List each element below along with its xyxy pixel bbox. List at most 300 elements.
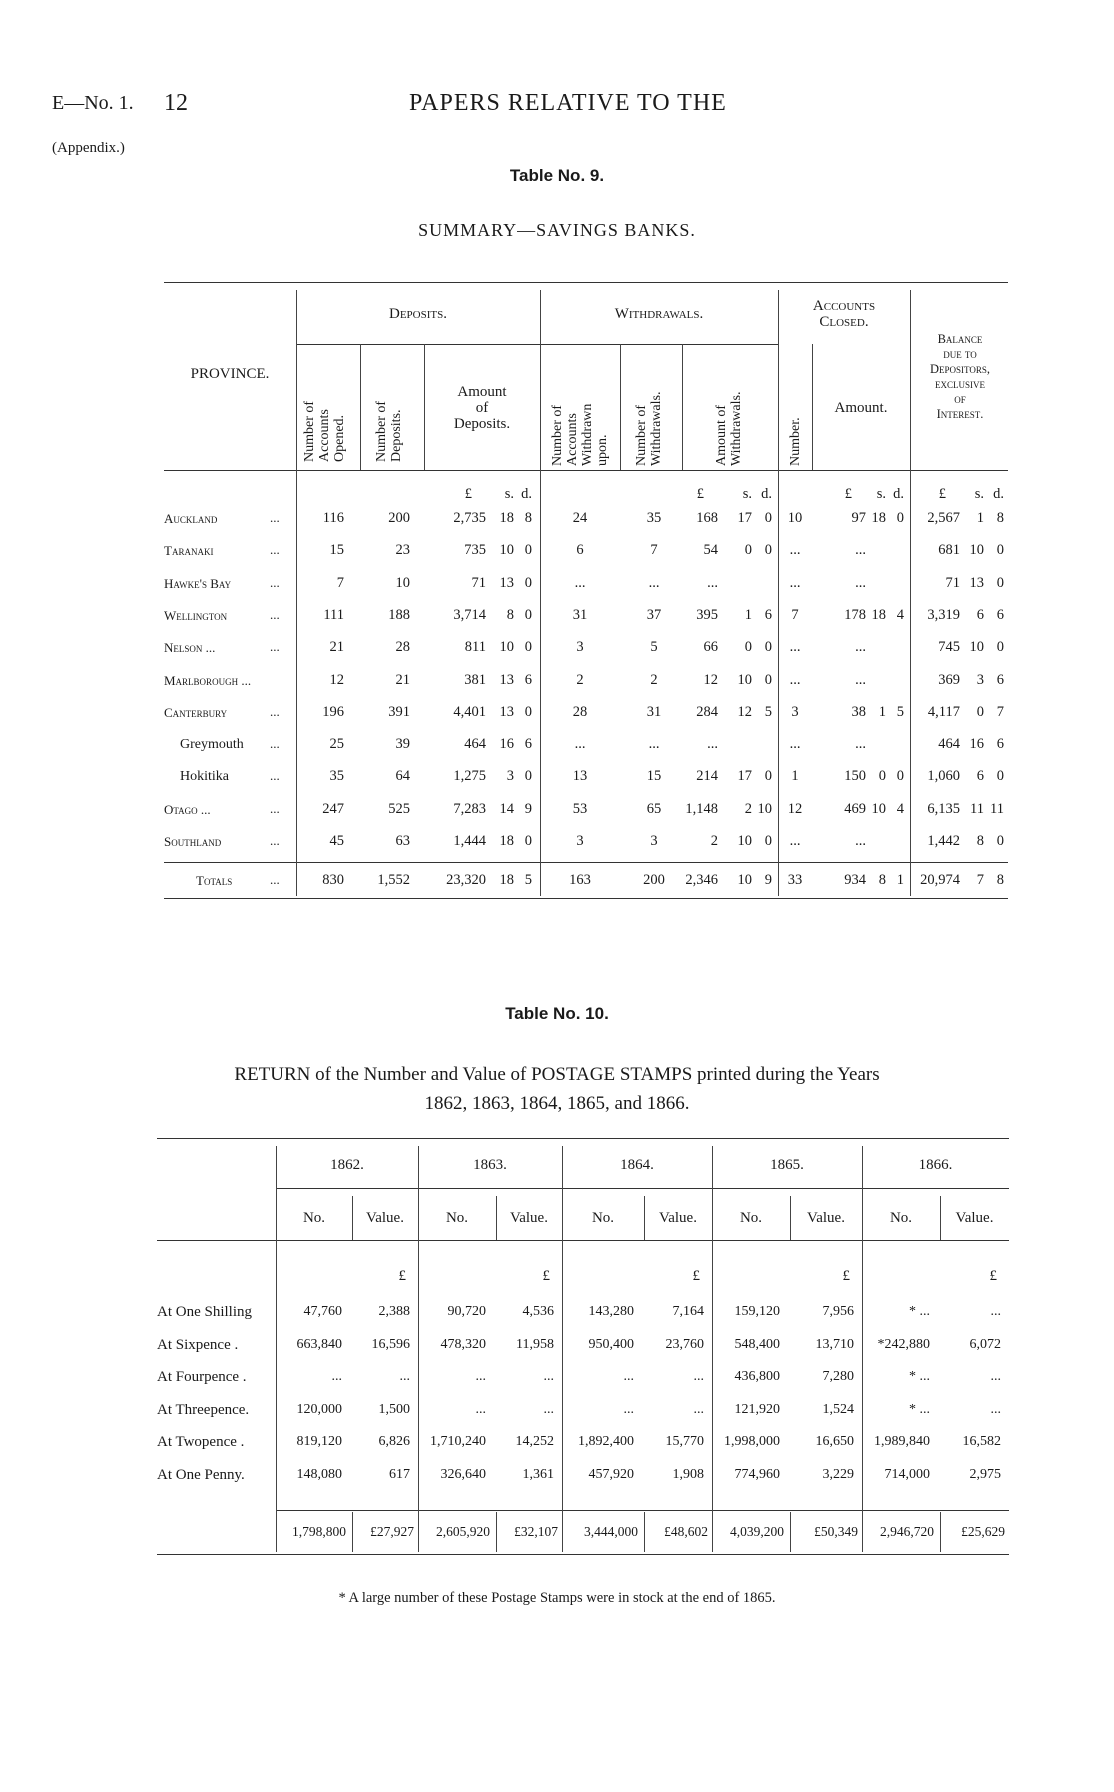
cell-cl_s: 18 — [871, 510, 886, 526]
stamp-value: ... — [693, 1402, 704, 1417]
cell-cl_d: 4 — [896, 607, 904, 623]
cell-acc_wd: 24 — [572, 510, 588, 526]
currency-d-bal_d: d. — [993, 486, 1004, 502]
cell-closed: ... — [789, 833, 801, 849]
leader-dots: ... — [270, 542, 280, 557]
pound-symbol: £ — [692, 1268, 700, 1284]
province-header: PROVINCE. — [190, 366, 270, 382]
cell-wd_d: 0 — [764, 768, 772, 784]
currency-d-cl_d: d. — [893, 486, 904, 502]
province-name: Marlborough ... — [164, 673, 252, 688]
cell-wd_s: 1 — [744, 607, 752, 623]
cell-wd_l: ... — [707, 575, 718, 591]
stamp-value: ... — [543, 1402, 554, 1417]
value-divider — [496, 1512, 497, 1552]
cell-wd_l: 2 — [710, 833, 718, 849]
leader-dots: ... — [270, 639, 280, 654]
num-deposits-line2: Deposits. — [389, 409, 404, 462]
province-name: Hawke's Bay — [164, 576, 232, 591]
cell-opened: 196 — [322, 704, 344, 720]
amount-deposits-line2: of — [475, 400, 489, 416]
cell-dep_d: 0 — [524, 833, 532, 849]
cell-closed: ... — [789, 575, 801, 591]
cell-cl_l: 150 — [844, 768, 866, 784]
cell-wd_d: 6 — [764, 607, 772, 623]
total-deposits: 1,552 — [377, 872, 410, 888]
cell-wd_l: 214 — [696, 768, 718, 784]
stamp-count: 774,960 — [734, 1467, 780, 1482]
cell-acc_wd: 53 — [572, 801, 588, 817]
cell-dep_l: 381 — [464, 672, 486, 688]
total-wd_l: 2,346 — [685, 872, 718, 888]
stamp-count: 457,920 — [588, 1467, 634, 1482]
total-count: 4,039,200 — [730, 1524, 784, 1539]
num-deposits-header — [374, 401, 404, 462]
deposits-header: Deposits. — [389, 306, 447, 322]
cell-wd_l: 168 — [696, 510, 718, 526]
total-value: £50,349 — [814, 1524, 858, 1539]
currency-s-bal_s: s. — [974, 486, 984, 502]
amount-withdrawals-line1: Amount of — [714, 404, 729, 466]
stamp-count: ... — [331, 1369, 342, 1384]
total-dep_s: 18 — [499, 872, 514, 888]
total-opened: 830 — [322, 872, 344, 888]
value-header: Value. — [955, 1210, 994, 1226]
cell-opened: 116 — [322, 510, 344, 526]
stamp-value: 23,760 — [665, 1337, 704, 1352]
cell-wd_d: 0 — [764, 672, 772, 688]
no-header: No. — [445, 1210, 469, 1226]
cell-cl_d: 0 — [896, 768, 904, 784]
stamp-count: * ... — [909, 1304, 930, 1319]
stamp-value: 13,710 — [815, 1337, 854, 1352]
cell-deposits: 188 — [388, 607, 410, 623]
accounts-opened-header — [302, 401, 347, 462]
cell-dep_s: 16 — [499, 736, 514, 752]
stamp-denomination: At Fourpence . — [157, 1369, 247, 1385]
cell-bal_s: 10 — [969, 542, 984, 558]
cell-cl_s: 10 — [871, 801, 886, 817]
total-count: 2,946,720 — [880, 1524, 934, 1539]
cell-wd_d: 0 — [764, 639, 772, 655]
total-wd_d: 9 — [764, 872, 772, 888]
value-divider — [790, 1512, 791, 1552]
cell-wd_s: 2 — [744, 801, 752, 817]
leader-dots: ... — [270, 607, 280, 622]
cell-closed: 3 — [791, 704, 799, 720]
cell-closed: ... — [789, 672, 801, 688]
cell-bal_s: 16 — [969, 736, 984, 752]
cell-dep_d: 0 — [524, 607, 532, 623]
cell-bal_d: 6 — [996, 736, 1004, 752]
no-header: No. — [302, 1210, 326, 1226]
total-value: £27,927 — [370, 1524, 414, 1539]
currency-d-wd_d: d. — [761, 486, 772, 502]
accounts-closed-header — [778, 298, 910, 330]
amount-withdrawals-header — [714, 392, 744, 466]
stamp-count: 148,080 — [296, 1467, 342, 1482]
stamp-count: 1,892,400 — [578, 1434, 634, 1449]
cell-wd_d: 0 — [764, 542, 772, 558]
year-header: 1864. — [620, 1157, 654, 1173]
stamp-value: 3,229 — [822, 1467, 854, 1482]
cell-bal_l: 6,135 — [927, 801, 960, 817]
leader-dots: ... — [270, 768, 280, 783]
cell-dep_l: 1,275 — [453, 768, 486, 784]
stamp-count: 120,000 — [296, 1402, 342, 1417]
cell-bal_l: 681 — [938, 542, 960, 558]
stamp-count: 159,120 — [734, 1304, 780, 1319]
appendix-label: (Appendix.) — [52, 140, 125, 156]
cell-wd_l: 12 — [703, 672, 718, 688]
total-bal_s: 7 — [976, 872, 984, 888]
table-9-title: SUMMARY—SAVINGS BANKS. — [418, 220, 696, 240]
cell-deposits: 525 — [388, 801, 410, 817]
value-header: Value. — [659, 1210, 697, 1226]
province-name: Canterbury — [164, 705, 228, 720]
cell-cl_s: 0 — [878, 768, 886, 784]
currency-pound-dep_l: £ — [464, 486, 472, 502]
stamp-value: ... — [990, 1304, 1001, 1319]
cell-opened: 12 — [329, 672, 344, 688]
cell-deposits: 391 — [388, 704, 410, 720]
stamp-value: 16,650 — [815, 1434, 854, 1449]
year-divider — [562, 1146, 563, 1552]
province-name: Greymouth — [180, 737, 244, 752]
num-deposits-line1: Number of — [374, 400, 389, 462]
cell-dep_s: 18 — [499, 510, 514, 526]
cell-bal_l: 2,567 — [927, 510, 960, 526]
cell-cl_d: 4 — [896, 801, 904, 817]
cell-dep_s: 13 — [499, 672, 514, 688]
province-name: Taranaki — [164, 543, 214, 558]
cell-deposits: 200 — [388, 510, 410, 526]
accounts-withdrawn-line2: Accounts — [565, 413, 580, 466]
cell-num_wd: 31 — [646, 704, 662, 720]
balance-line4: exclusive — [935, 377, 985, 391]
no-header: No. — [591, 1210, 615, 1226]
cell-acc_wd: 13 — [572, 768, 588, 784]
cell-num_wd: 7 — [650, 542, 658, 558]
balance-line1: Balance — [937, 332, 983, 346]
stamp-value: 1,361 — [522, 1467, 554, 1482]
cell-bal_d: 0 — [996, 542, 1004, 558]
cell-wd_l: 66 — [703, 639, 718, 655]
cell-dep_l: 4,401 — [453, 704, 486, 720]
cell-bal_s: 6 — [976, 768, 984, 784]
stamp-count: * ... — [909, 1369, 930, 1384]
stamp-value: ... — [399, 1369, 410, 1384]
cell-deposits: 28 — [395, 639, 410, 655]
cell-num_wd: 2 — [650, 672, 658, 688]
cell-dep_l: 2,735 — [453, 510, 486, 526]
leader-dots: ... — [270, 833, 280, 848]
cell-bal_s: 3 — [976, 672, 984, 688]
stamp-value: 6,072 — [969, 1337, 1001, 1352]
cell-dep_d: 8 — [524, 510, 532, 526]
province-name: Wellington — [164, 608, 228, 623]
cell-dep_l: 1,444 — [453, 833, 486, 849]
no-header: No. — [889, 1210, 913, 1226]
value-header: Value. — [366, 1210, 404, 1226]
pound-symbol: £ — [842, 1268, 850, 1284]
cell-bal_d: 8 — [996, 510, 1004, 526]
cell-bal_l: 71 — [945, 575, 960, 591]
accounts-closed-line2: Closed. — [819, 314, 869, 330]
stamp-count: *242,880 — [877, 1337, 930, 1352]
stamp-value: 4,536 — [522, 1304, 554, 1319]
num-withdrawals-header — [634, 392, 664, 466]
leader-dots: ... — [270, 704, 280, 719]
cell-bal_d: 11 — [990, 801, 1004, 817]
cell-dep_d: 0 — [524, 542, 532, 558]
stamp-value: 1,908 — [672, 1467, 704, 1482]
cell-wd_s: 10 — [737, 833, 752, 849]
num-withdrawals-line1: Number of — [634, 404, 649, 466]
stamp-value: 15,770 — [665, 1434, 704, 1449]
amount-withdrawals-line2: Withdrawals. — [729, 391, 744, 466]
value-divider — [352, 1512, 353, 1552]
total-dep_l: 23,320 — [446, 872, 486, 888]
stamp-value: 1,524 — [822, 1402, 854, 1417]
cell-dep_l: 3,714 — [453, 607, 486, 623]
table-9-label: Table No. 9. — [509, 166, 605, 185]
cell-num_wd: 65 — [646, 801, 662, 817]
no-header: No. — [739, 1210, 763, 1226]
stamp-value: 2,388 — [378, 1304, 410, 1319]
cell-dep_d: 0 — [524, 704, 532, 720]
total-value: £25,629 — [961, 1524, 1005, 1539]
cell-bal_d: 0 — [996, 833, 1004, 849]
total-cl_l: 934 — [844, 872, 866, 888]
cell-acc_wd: 31 — [572, 607, 588, 623]
totals-label: Totals — [196, 873, 233, 888]
cell-bal_l: 4,117 — [927, 704, 960, 720]
leader-dots: ... — [270, 575, 280, 590]
cell-wd_l: 284 — [696, 704, 718, 720]
amount-deposits-header — [424, 384, 540, 432]
cell-bal_l: 1,060 — [927, 768, 960, 784]
stamp-value: 1,500 — [378, 1402, 410, 1417]
cell-cl_s: 18 — [871, 607, 886, 623]
stamp-count: * ... — [909, 1402, 930, 1417]
stamp-count: 47,760 — [303, 1304, 342, 1319]
cell-closed: 7 — [791, 607, 799, 623]
value-header: Value. — [807, 1210, 845, 1226]
cell-num_wd: 35 — [646, 510, 662, 526]
stamp-count: ... — [475, 1369, 486, 1384]
balance-line3: Depositors, — [930, 362, 990, 376]
cell-closed: 1 — [791, 768, 799, 784]
cell-opened: 35 — [329, 768, 344, 784]
cell-deposits: 23 — [395, 542, 410, 558]
cell-num_wd: 15 — [646, 768, 662, 784]
cell-wd_d: 5 — [764, 704, 772, 720]
cell-opened: 25 — [329, 736, 344, 752]
table-10-title-line1: RETURN of the Number and Value of POSTAGE STAMPS printed during the Years — [234, 1064, 880, 1085]
cell-dep_l: 71 — [471, 575, 486, 591]
balance-line5: of — [954, 392, 966, 406]
cell-opened: 15 — [329, 542, 344, 558]
year-header: 1866. — [918, 1157, 953, 1173]
cell-dep_d: 6 — [524, 736, 532, 752]
cell-wd_l: 395 — [696, 607, 718, 623]
stamp-count: 1,989,840 — [874, 1434, 930, 1449]
stamp-count: 121,920 — [734, 1402, 780, 1417]
province-name: Hokitika — [180, 769, 229, 784]
cell-acc_wd: ... — [574, 575, 586, 591]
accounts-withdrawn-line4: upon. — [595, 434, 610, 466]
cell-acc_wd: 3 — [576, 833, 584, 849]
stamp-denomination: At Sixpence . — [157, 1337, 239, 1353]
cell-wd_l: 1,148 — [685, 801, 718, 817]
stamp-count: 714,000 — [884, 1467, 930, 1482]
cell-bal_s: 1 — [976, 510, 984, 526]
stamp-denomination: At Twopence . — [157, 1434, 245, 1450]
cell-dep_d: 0 — [524, 639, 532, 655]
value-divider — [644, 1512, 645, 1552]
page-number: 12 — [164, 90, 188, 116]
cell-dep_s: 13 — [499, 704, 514, 720]
leader-dots: ... — [270, 510, 280, 525]
total-cl_d: 1 — [896, 872, 904, 888]
cell-cl_l: 38 — [851, 704, 866, 720]
cell-dep_l: 7,283 — [453, 801, 486, 817]
value-divider — [940, 1512, 941, 1552]
stamp-count: 143,280 — [588, 1304, 634, 1319]
stamp-count: 548,400 — [734, 1337, 780, 1352]
value-header: Value. — [510, 1210, 548, 1226]
cell-cl_s: 1 — [878, 704, 886, 720]
cell-dep_s: 13 — [499, 575, 514, 591]
accounts-closed-line1: Accounts — [812, 298, 876, 314]
province-name: Southland — [164, 834, 222, 849]
currency-s-wd_s: s. — [742, 486, 752, 502]
cell-acc_wd: 28 — [572, 704, 588, 720]
accounts-opened-line3: Opened. — [332, 414, 347, 462]
cell-cl_l: ... — [855, 672, 866, 688]
stamp-value: 14,252 — [515, 1434, 554, 1449]
cell-num_wd: 37 — [646, 607, 662, 623]
stamp-value: 2,975 — [969, 1467, 1001, 1482]
year-divider — [862, 1146, 863, 1552]
year-divider — [418, 1146, 419, 1552]
stamp-count: ... — [623, 1402, 634, 1417]
cell-opened: 21 — [329, 639, 344, 655]
balance-line2: due to — [943, 347, 977, 361]
total-count: 2,605,920 — [436, 1524, 490, 1539]
stamp-count: 90,720 — [447, 1304, 486, 1319]
cell-acc_wd: 6 — [576, 542, 584, 558]
stamp-value: ... — [990, 1402, 1001, 1417]
total-cl_s: 8 — [878, 872, 886, 888]
cell-cl_d: 5 — [896, 704, 904, 720]
amount-deposits-line1: Amount — [457, 384, 507, 400]
leader-dots: ... — [270, 801, 280, 816]
cell-bal_d: 0 — [996, 768, 1004, 784]
cell-bal_s: 13 — [969, 575, 984, 591]
page-title: PAPERS RELATIVE TO THE — [409, 90, 727, 116]
cell-bal_l: 1,442 — [927, 833, 960, 849]
cell-bal_l: 464 — [938, 736, 960, 752]
stamp-value: 7,280 — [822, 1369, 854, 1384]
pound-symbol: £ — [398, 1268, 406, 1284]
cell-bal_s: 0 — [976, 704, 984, 720]
year-divider — [276, 1146, 277, 1552]
stamp-count: ... — [623, 1369, 634, 1384]
stamp-count: 326,640 — [440, 1467, 486, 1482]
pound-symbol: £ — [542, 1268, 550, 1284]
table-10-title-line2: 1862, 1863, 1864, 1865, and 1866. — [424, 1093, 690, 1114]
cell-cl_l: 469 — [844, 801, 866, 817]
cell-bal_l: 3,319 — [927, 607, 960, 623]
cell-dep_l: 735 — [464, 542, 486, 558]
total-bal_l: 20,974 — [920, 872, 960, 888]
cell-cl_l: ... — [855, 736, 866, 752]
cell-bal_s: 6 — [976, 607, 984, 623]
cell-deposits: 21 — [395, 672, 410, 688]
stamp-count: 819,120 — [296, 1434, 342, 1449]
cell-bal_d: 0 — [996, 575, 1004, 591]
cell-cl_l: 97 — [851, 510, 866, 526]
cell-bal_s: 10 — [969, 639, 984, 655]
closed-amount-header: Amount. — [834, 400, 888, 416]
stamp-value: 7,164 — [672, 1304, 704, 1319]
stamp-value: ... — [543, 1369, 554, 1384]
stamp-count: 478,320 — [440, 1337, 486, 1352]
cell-num_wd: ... — [648, 736, 660, 752]
cell-wd_d: 10 — [757, 801, 772, 817]
leader-dots: ... — [270, 736, 280, 751]
stamp-denomination: At One Penny. — [157, 1467, 245, 1483]
cell-opened: 247 — [322, 801, 344, 817]
withdrawals-header: Withdrawals. — [614, 306, 704, 322]
province-name: Otago ... — [164, 802, 211, 817]
cell-dep_l: 464 — [464, 736, 486, 752]
accounts-withdrawn-header — [550, 404, 610, 466]
cell-dep_d: 6 — [524, 672, 532, 688]
cell-bal_s: 8 — [976, 833, 984, 849]
cell-wd_d: 0 — [764, 510, 772, 526]
accounts-withdrawn-line3: Withdrawn — [580, 403, 595, 466]
cell-closed: 10 — [787, 510, 803, 526]
table-10-label: Table No. 10. — [505, 1004, 609, 1023]
cell-bal_d: 7 — [996, 704, 1004, 720]
currency-pound-cl_l: £ — [844, 486, 852, 502]
cell-dep_s: 8 — [506, 607, 514, 623]
stamp-denomination: At Threepence. — [157, 1402, 250, 1418]
total-acc_wd: 163 — [569, 872, 591, 888]
cell-wd_s: 10 — [737, 672, 752, 688]
closed-number-header: Number. — [788, 417, 803, 466]
currency-pound-wd_l: £ — [696, 486, 704, 502]
cell-bal_d: 0 — [996, 639, 1004, 655]
cell-wd_l: 54 — [703, 542, 718, 558]
stamp-value: ... — [990, 1369, 1001, 1384]
total-value: £32,107 — [514, 1524, 558, 1539]
cell-dep_d: 0 — [524, 575, 532, 591]
stamp-count: 663,840 — [296, 1337, 342, 1352]
stamp-count: ... — [475, 1402, 486, 1417]
cell-opened: 7 — [336, 575, 344, 591]
cell-num_wd: 3 — [650, 833, 658, 849]
stamp-value: 16,596 — [371, 1337, 410, 1352]
currency-pound-bal_l: £ — [938, 486, 946, 502]
cell-bal_d: 6 — [996, 672, 1004, 688]
cell-wd_s: 0 — [744, 639, 752, 655]
cell-dep_s: 18 — [499, 833, 514, 849]
cell-opened: 111 — [323, 607, 344, 623]
